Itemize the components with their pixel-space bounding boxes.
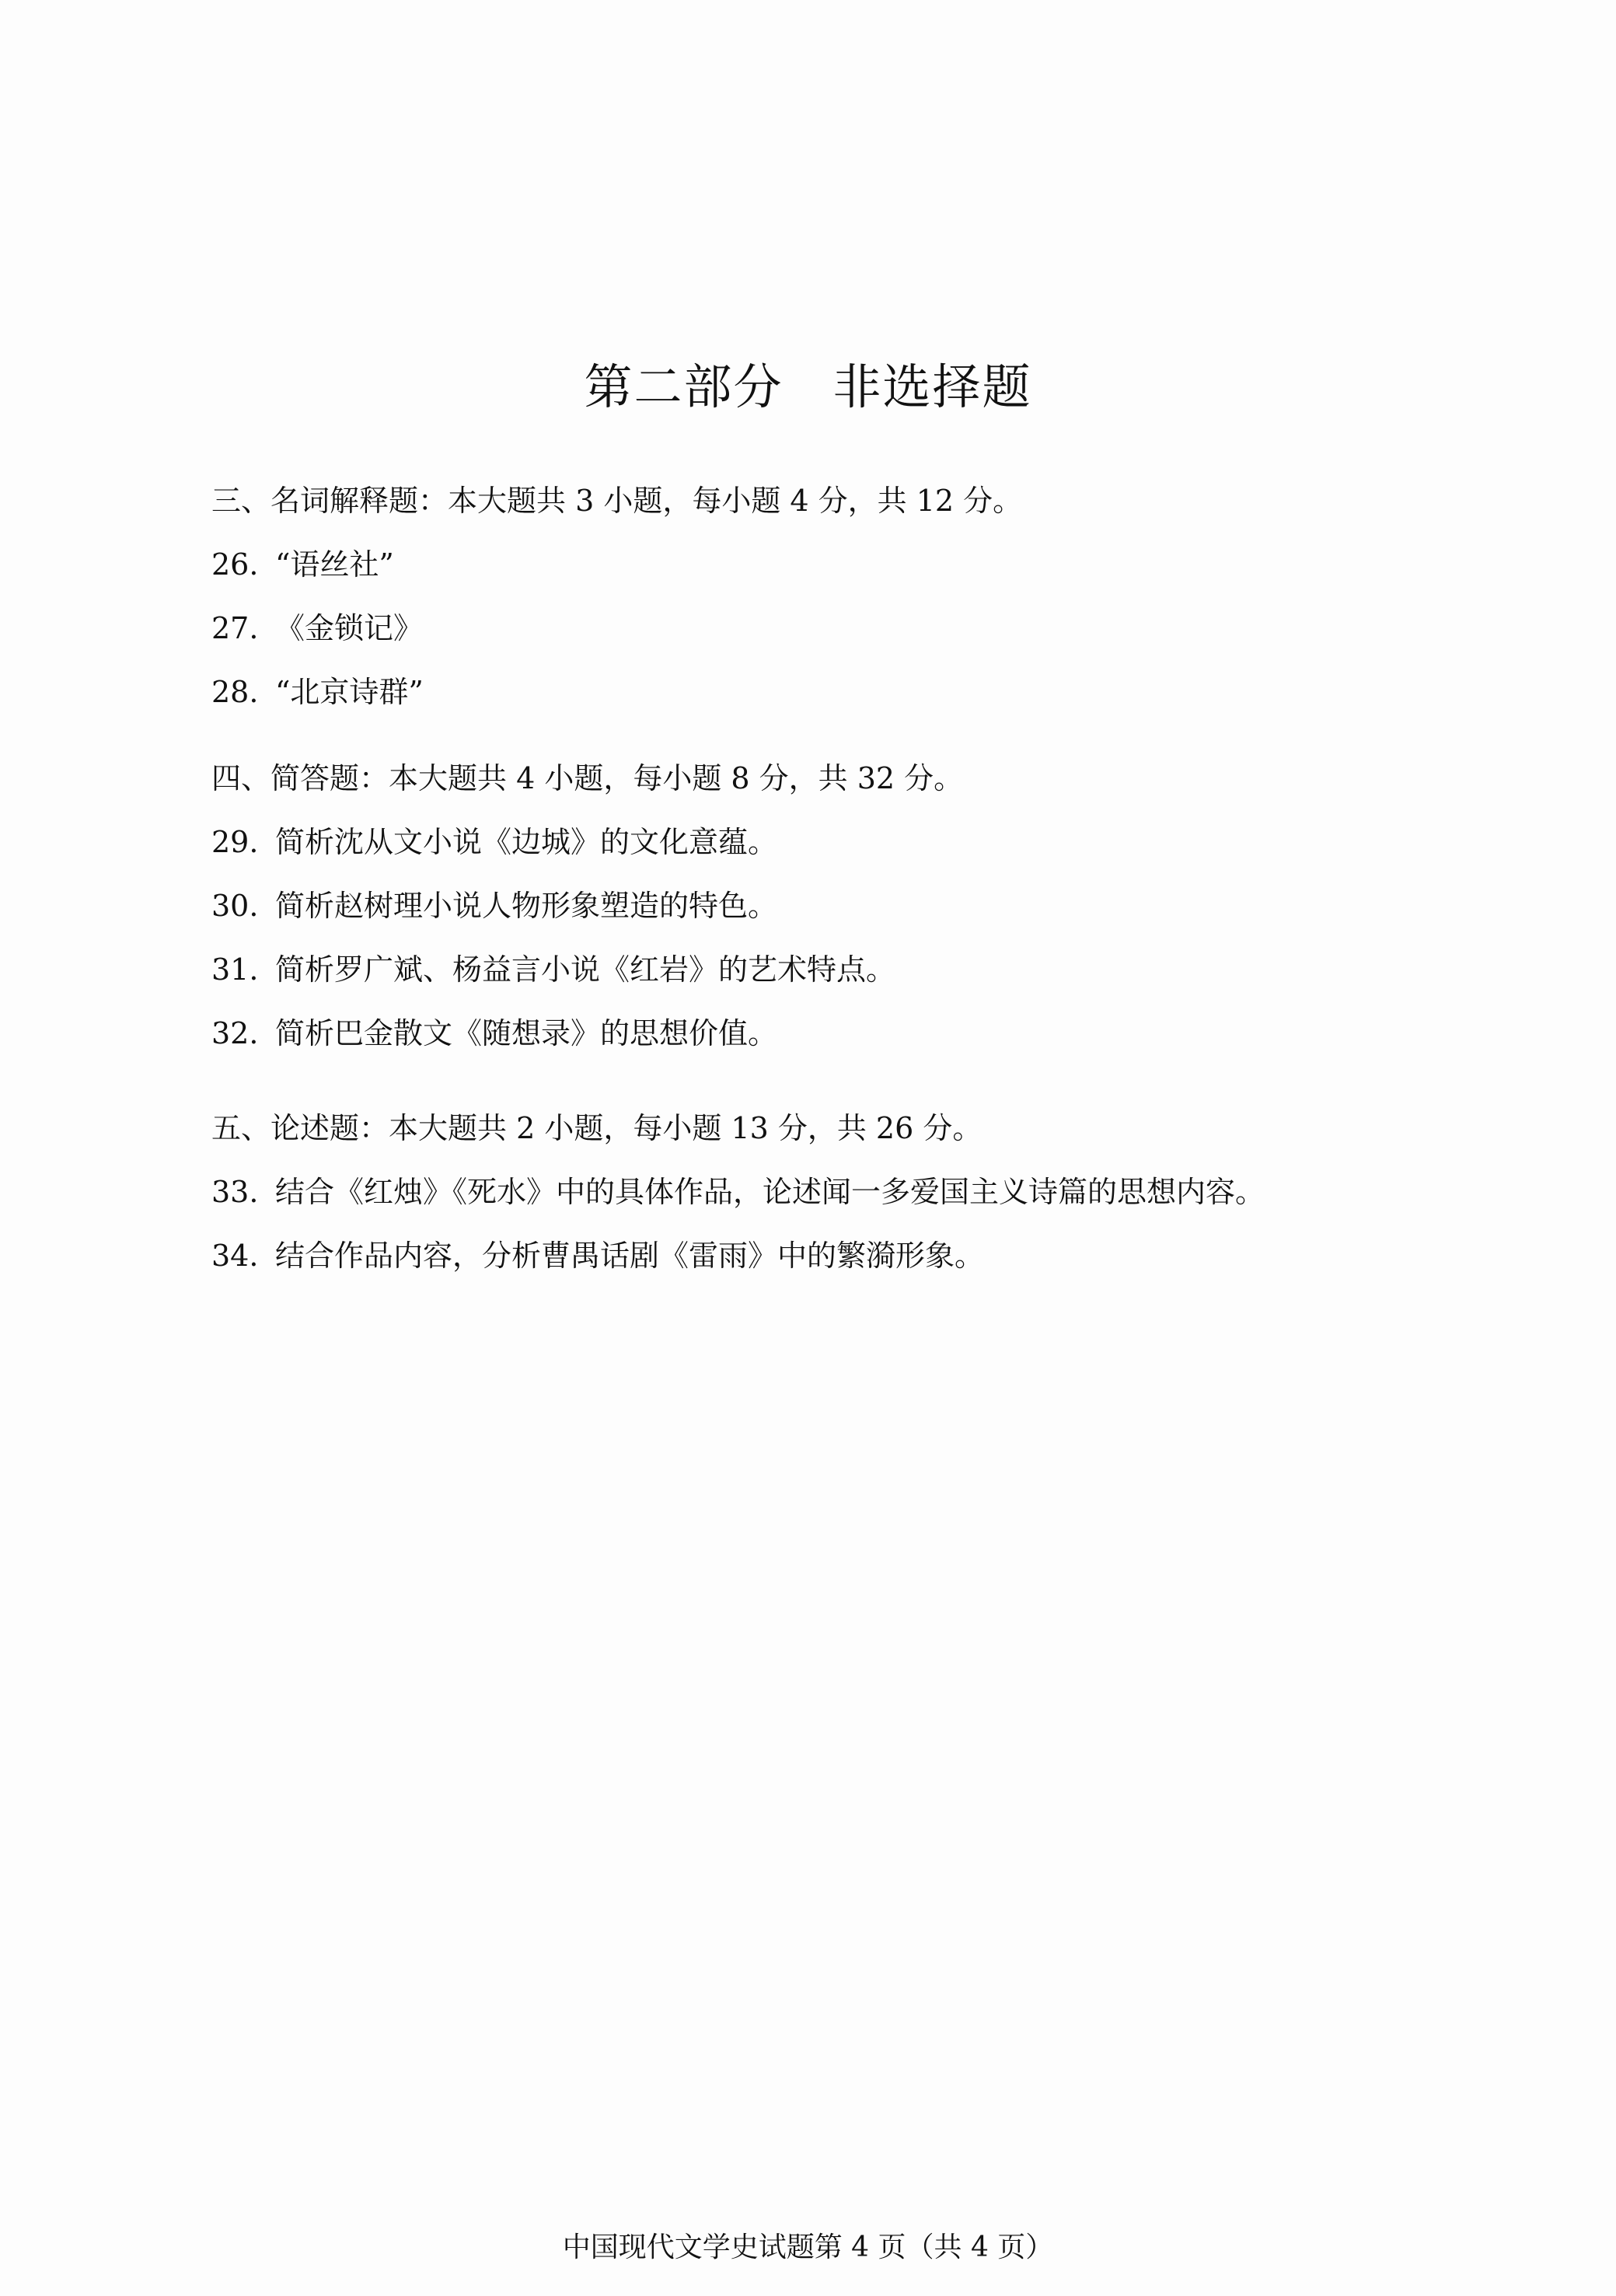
question-item [211,874,1424,938]
question-number: 32. [211,1016,259,1050]
question-number: 28. [211,675,259,709]
question-text: 结合作品内容，分析曹禺话剧《雷雨》中的繁漪形象。 [275,1239,985,1273]
question-item [211,596,1424,660]
question-number: 27. [211,611,259,645]
section-heading: 四、简答题：本大题共 4 小题，每小题 8 分，共 32 分。 [211,761,964,795]
question-item [211,1160,1424,1224]
question-text: 简析罗广斌、杨益言小说《红岩》的艺术特点。 [275,952,896,987]
question-text: 结合《红烛》《死水》中的具体作品，论述闻一多爱国主义诗篇的思想内容。 [275,1175,1265,1209]
part-title [0,348,1616,418]
question-number: 30. [211,889,259,923]
section-heading: 五、论述题：本大题共 2 小题，每小题 13 分，共 26 分。 [211,1111,983,1145]
question-item [211,1001,1424,1065]
question-number: 26. [211,547,259,582]
question-number: 29. [211,825,259,859]
question-item [211,1224,1424,1288]
section-essay [211,1096,1424,1288]
part-title-right: 非选择题 [832,358,1032,415]
question-item [211,810,1424,874]
question-item [211,533,1424,596]
section-heading: 三、名词解释题：本大题共 3 小题，每小题 4 分，共 12 分。 [211,484,1023,518]
question-text: 简析沈从文小说《边城》的文化意蕴。 [275,825,778,859]
question-text: “语丝社” [275,547,394,582]
question-text: “北京诗群” [275,675,424,709]
question-number: 33. [211,1175,259,1209]
question-text: 简析巴金散文《随想录》的思想价值。 [275,1016,778,1050]
question-text: 《金锁记》 [275,611,424,645]
part-title-left: 第二部分 [584,358,784,415]
question-number: 34. [211,1239,259,1273]
section-term-explanation [211,469,1424,724]
question-number: 31. [211,952,259,987]
question-item [211,660,1424,724]
page-footer: 中国现代文学史试题第 4 页（共 4 页） [562,2231,1054,2263]
section-short-answer [211,746,1424,1065]
question-item [211,938,1424,1001]
question-text: 简析赵树理小说人物形象塑造的特色。 [275,889,778,923]
